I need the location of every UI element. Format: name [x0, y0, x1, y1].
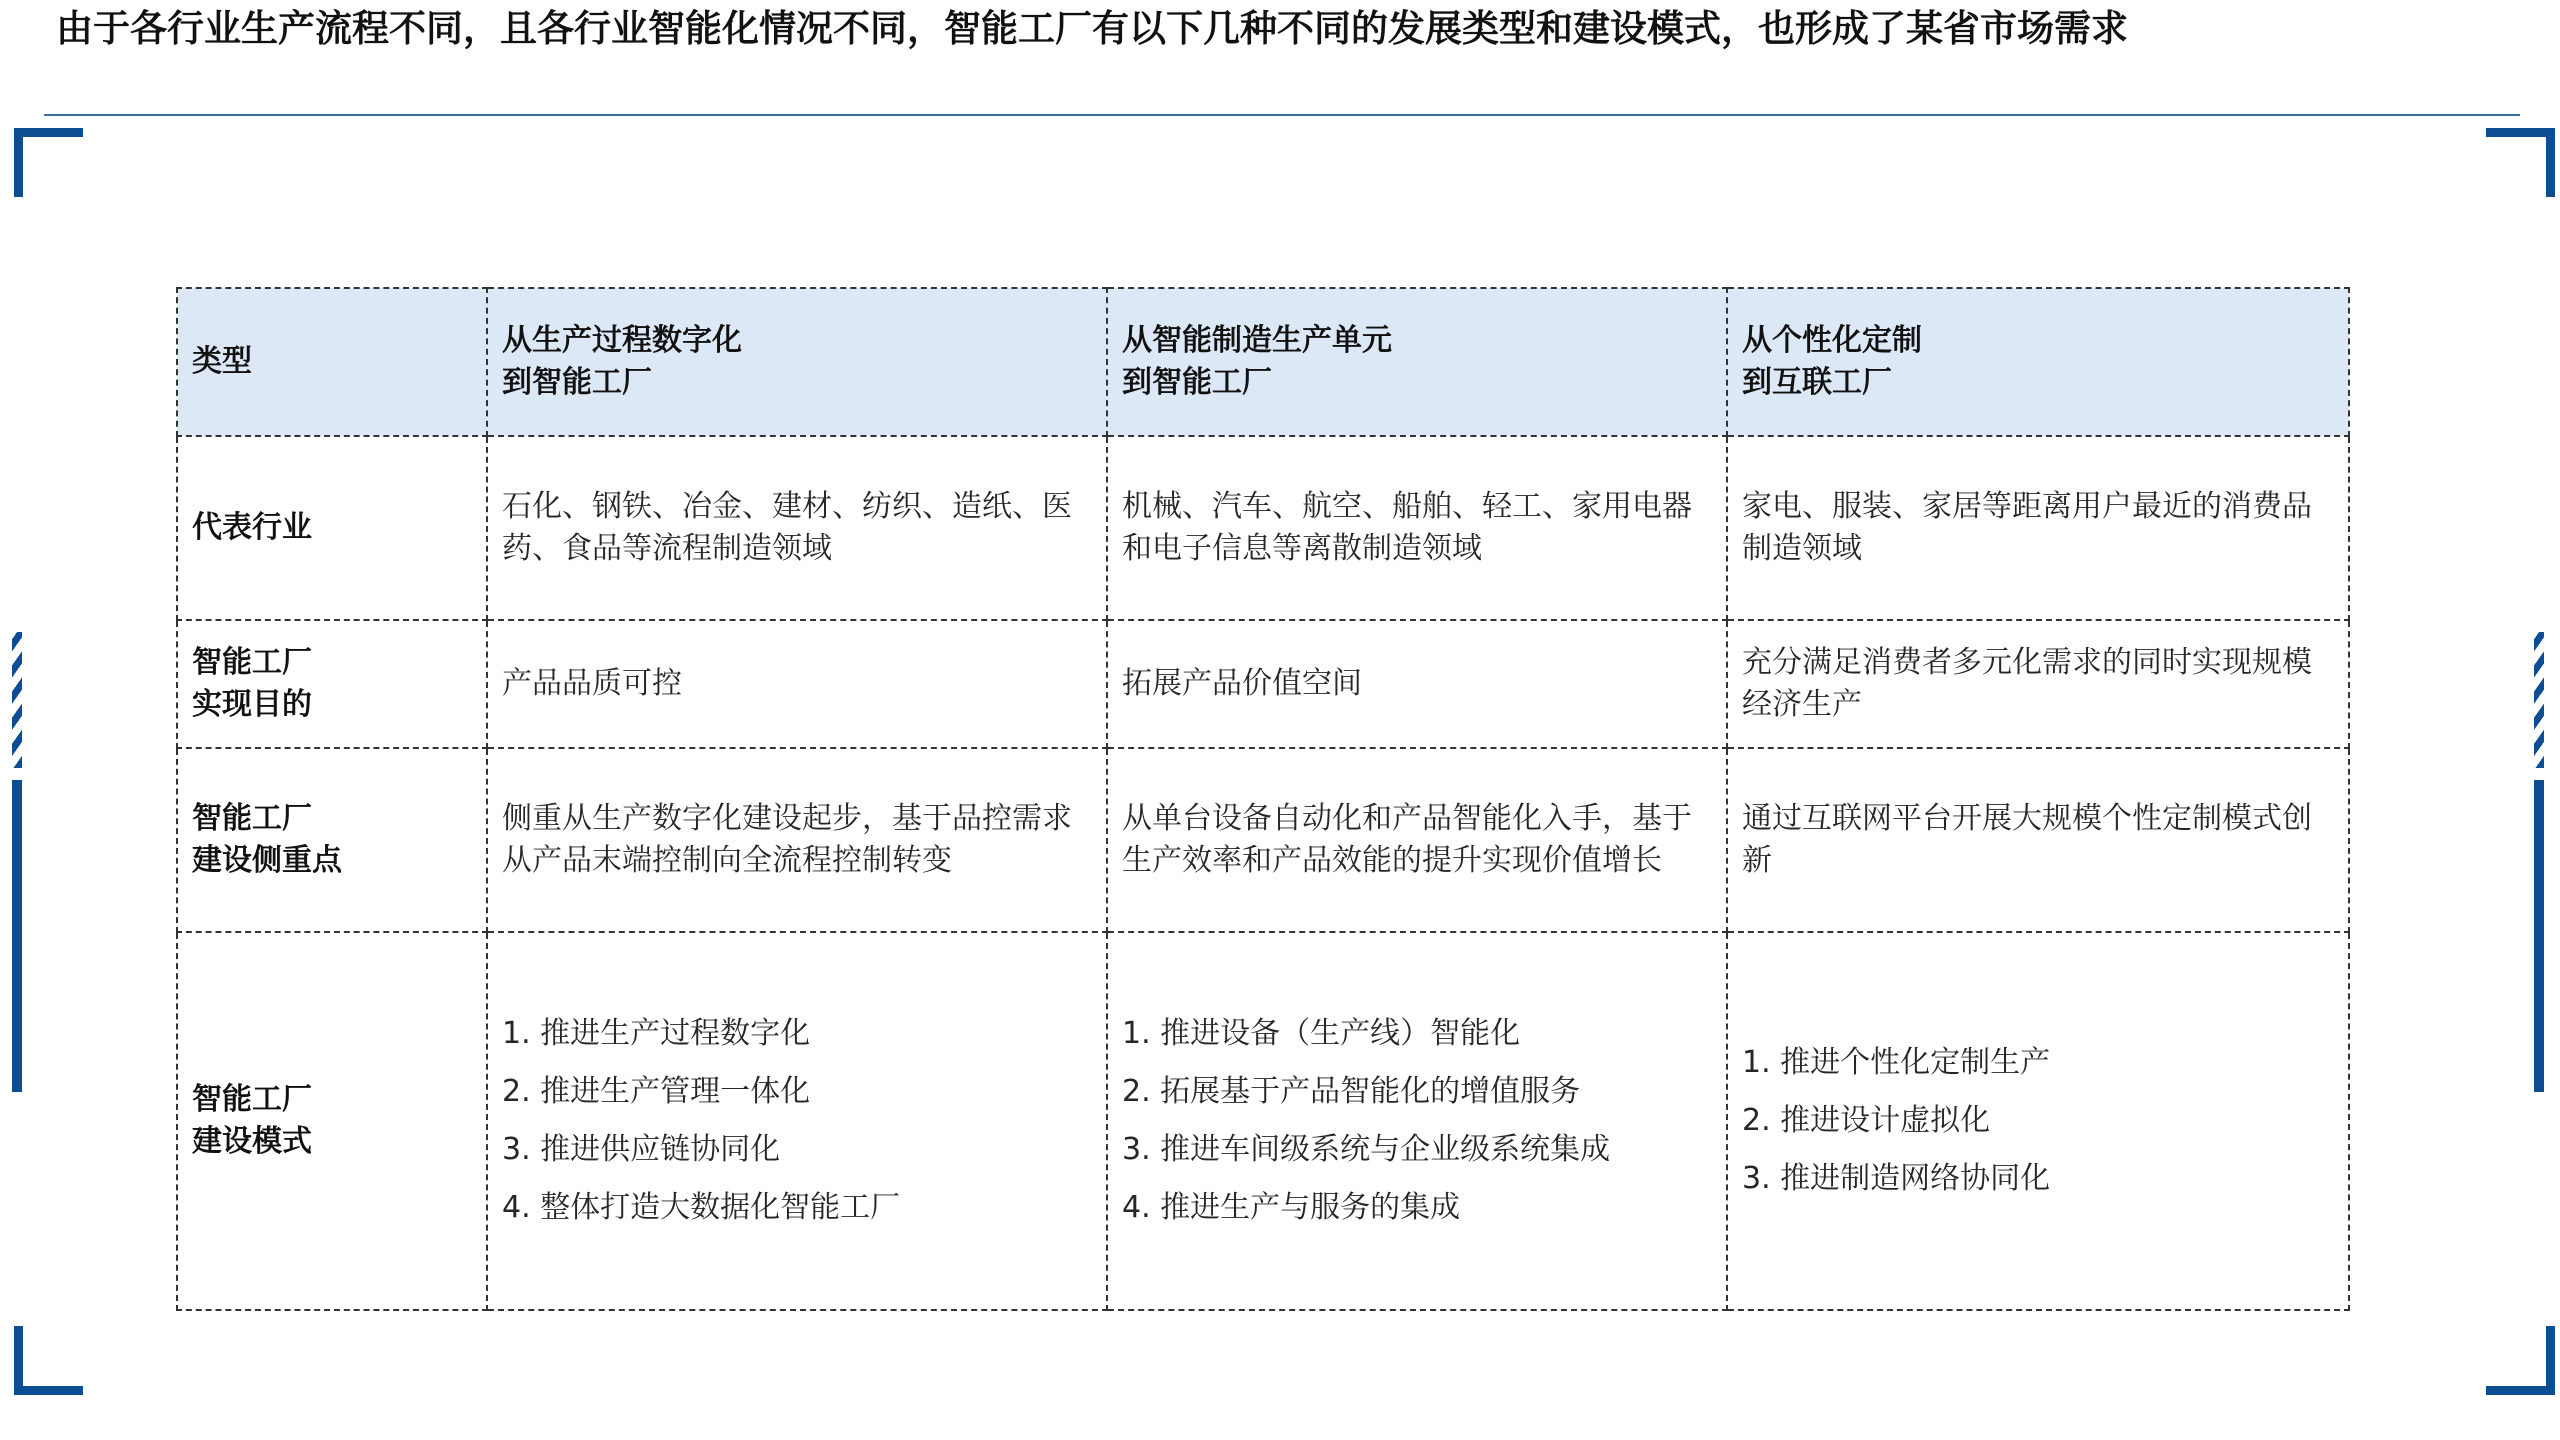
right-hatch-stripe — [2534, 632, 2544, 768]
header-col-personalized-customization: 从个性化定制 到互联工厂 — [1727, 288, 2349, 436]
right-side-decoration — [2534, 632, 2544, 1092]
header-col-production-unit: 从智能制造生产单元 到智能工厂 — [1107, 288, 1727, 436]
corner-bracket-bottom-right — [2486, 1326, 2555, 1395]
cell-goal-col1: 产品品质可控 — [487, 620, 1107, 748]
table-row-mode — [177, 932, 2349, 1310]
corner-bracket-top-right — [2486, 128, 2555, 197]
list-item: 2. 拓展基于产品智能化的增值服务 — [1122, 1074, 1581, 1109]
cell-industry-col2: 机械、汽车、航空、船舶、轻工、家用电器和电子信息等离散制造领域 — [1107, 436, 1727, 620]
left-hatch-stripe — [12, 632, 22, 768]
cell-mode-col2 — [1107, 932, 1727, 1310]
cell-mode-col1 — [487, 932, 1107, 1310]
mode-list-col3 — [1742, 1034, 2334, 1208]
row-label-focus: 智能工厂 建设侧重点 — [177, 748, 487, 932]
slide-title: 由于各行业生产流程不同，且各行业智能化情况不同，智能工厂有以下几种不同的发展类型和建设模式，也形成了某省市场需求 — [56, 7, 2128, 50]
list-item: 4. 推进生产与服务的集成 — [1122, 1190, 1461, 1225]
cell-industry-col3: 家电、服装、家居等距离用户最近的消费品制造领域 — [1727, 436, 2349, 620]
header-type-label: 类型 — [177, 288, 487, 436]
list-item: 3. 推进供应链协同化 — [502, 1132, 781, 1167]
title-divider — [44, 114, 2520, 116]
list-item: 4. 整体打造大数据化智能工厂 — [502, 1190, 901, 1225]
cell-industry-col1: 石化、钢铁、冶金、建材、纺织、造纸、医药、食品等流程制造领域 — [487, 436, 1107, 620]
table-row-goal — [177, 620, 2349, 748]
row-label-mode: 智能工厂 建设模式 — [177, 932, 487, 1310]
mode-list-col2 — [1122, 1005, 1712, 1237]
list-item: 2. 推进生产管理一体化 — [502, 1074, 811, 1109]
table-row-focus — [177, 748, 2349, 932]
list-item: 3. 推进车间级系统与企业级系统集成 — [1122, 1132, 1611, 1167]
mode-list-col1 — [502, 1005, 1092, 1237]
cell-mode-col3 — [1727, 932, 2349, 1310]
list-item: 1. 推进设备（生产线）智能化 — [1122, 1016, 1521, 1051]
list-item: 1. 推进个性化定制生产 — [1742, 1045, 2051, 1080]
list-item: 3. 推进制造网络协同化 — [1742, 1161, 2051, 1196]
cell-focus-col3: 通过互联网平台开展大规模个性定制模式创新 — [1727, 748, 2349, 932]
header-col-process-digitalization: 从生产过程数字化 到智能工厂 — [487, 288, 1107, 436]
cell-goal-col3: 充分满足消费者多元化需求的同时实现规模经济生产 — [1727, 620, 2349, 748]
cell-goal-col2: 拓展产品价值空间 — [1107, 620, 1727, 748]
table-header-row — [177, 288, 2349, 436]
left-side-decoration — [12, 632, 22, 1092]
factory-types-table — [176, 287, 2350, 1311]
list-item: 1. 推进生产过程数字化 — [502, 1016, 811, 1051]
row-label-industry: 代表行业 — [177, 436, 487, 620]
corner-bracket-top-left — [14, 128, 83, 197]
left-solid-bar — [12, 780, 22, 1092]
right-solid-bar — [2534, 780, 2544, 1092]
cell-focus-col1: 侧重从生产数字化建设起步，基于品控需求从产品末端控制向全流程控制转变 — [487, 748, 1107, 932]
corner-bracket-bottom-left — [14, 1326, 83, 1395]
list-item: 2. 推进设计虚拟化 — [1742, 1103, 1991, 1138]
table-row-industry — [177, 436, 2349, 620]
row-label-goal: 智能工厂 实现目的 — [177, 620, 487, 748]
cell-focus-col2: 从单台设备自动化和产品智能化入手，基于生产效率和产品效能的提升实现价值增长 — [1107, 748, 1727, 932]
